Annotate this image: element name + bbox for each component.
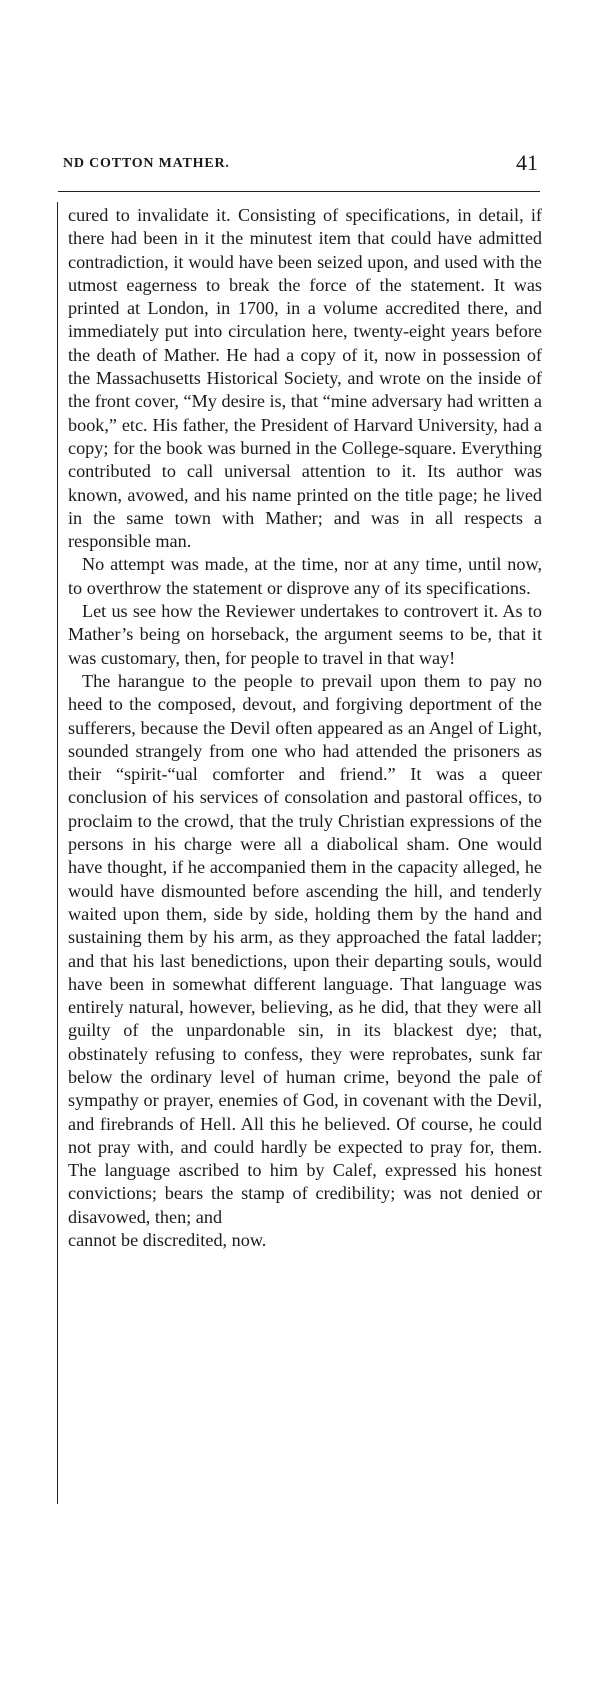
paragraph-no-attempt: No attempt was made, at the time, nor at any time, until now, to overthrow the statement or disprove any of its specifications.: [68, 554, 542, 598]
running-head: [63, 150, 538, 180]
page-number: 41: [516, 150, 538, 175]
header-rule: [58, 191, 540, 192]
paragraph-continuation: cured to invalidate it. Consisting of specifications, in detail, if there had been in it the minutest item that could have admitted contradiction, it would have been seized upon, and used with the utmost eagerness to break the force of the statement. It was printed at London, in 1700, in a volume accredited there, and immediately put into circulation here, twenty-eight years before the death of Mather. He had a copy of it, now in possession of the Massachusetts Historical Society, and wrote on the inside of the front cover, “My desire is, that “mine adversary had written a book,” etc. His father, the President of Harvard University, had a copy; for the book was burned in the College-square. Everything contributed to call universal attention to it. Its author was known, avowed, and his name printed on the title page; he lived in the same town with Mather; and was in all respects a responsible man.: [68, 205, 542, 552]
running-title: ND COTTON MATHER.: [63, 156, 230, 171]
paragraph-harangue: The harangue to the people to prevail upon them to pay no heed to the composed, devout, and forgiving deportment of the sufferers, because the Devil often appeared as an Angel of Light, sounded strangely from one who had attended the prisoners as their “spirit-“ual comforter and friend.” It was a queer conclusion of his services of consolation and pastoral offices, to proclaim to the crowd, that the truly Christian expressions of the persons in his charge were all a diabolical sham. One would have thought, if he accompanied them in the capacity alleged, he would have dismounted before ascending the hill, and tenderly waited upon them, side by side, holding them by the hand and sustaining them by his arm, as they approached the fatal ladder; and that his last benedictions, upon their departing souls, would have been in somewhat different language. That language was entirely natural, however, believing, as he did, that they were all guilty of the unpardonable sin, in its blackest dye; that, obstinately refusing to confess, they were reprobates, sunk far below the ordinary level of human crime, beyond the pale of sympathy or prayer, enemies of God, in covenant with the Devil, and firebrands of Hell. All this he believed. Of course, he could not pray with, and could hardly be expected to pray for, them. The language ascribed to him by Calef, expressed his honest convictions; bears the stamp of credibility; was not denied or disavowed, then; and: [68, 670, 542, 1227]
body-text: [68, 204, 542, 1252]
margin-rule: [57, 202, 58, 1504]
paragraph-reviewer: Let us see how the Reviewer undertakes to controvert it. As to Mather’s being on horseback, the argument seems to be, that it was customary, then, for people to travel in that way!: [68, 601, 542, 668]
paragraph-closing-line: cannot be discredited, now.: [68, 1230, 267, 1251]
